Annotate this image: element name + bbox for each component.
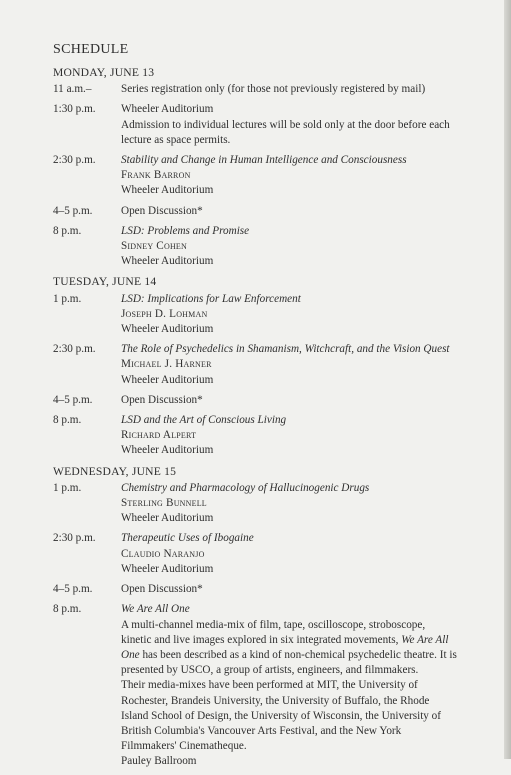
lecture-title: Therapeutic Uses of Ibogaine bbox=[121, 532, 254, 545]
speaker-name: Frank Barron bbox=[121, 169, 191, 182]
schedule-entry bbox=[53, 224, 458, 270]
day-heading: WEDNESDAY, JUNE 15 bbox=[53, 464, 177, 478]
description-text: has been described as a kind of non-chemical psychedelic theatre. It is presented by USCO, a group of artists, engineers, and filmmakers. bbox=[121, 648, 457, 677]
schedule-entry bbox=[53, 342, 458, 388]
schedule-entry bbox=[53, 204, 458, 219]
schedule-entry bbox=[53, 602, 458, 769]
entry-details bbox=[121, 481, 458, 527]
entry-details bbox=[121, 413, 458, 459]
entry-details bbox=[121, 292, 458, 338]
entry-time: 4–5 p.m. bbox=[53, 583, 93, 596]
entry-location: Wheeler Auditorium bbox=[121, 255, 214, 268]
entry-time: 4–5 p.m. bbox=[53, 393, 93, 406]
entry-time: 2:30 p.m. bbox=[53, 532, 96, 545]
schedule-entry bbox=[53, 531, 458, 577]
entry-time: 1:30 p.m. bbox=[53, 103, 96, 116]
day-heading: MONDAY, JUNE 13 bbox=[53, 66, 155, 79]
entry-location: Wheeler Auditorium bbox=[121, 184, 214, 197]
page-title: SCHEDULE bbox=[53, 42, 129, 57]
description-italic-title: We Are All One bbox=[121, 633, 449, 661]
lecture-title: We Are All One bbox=[121, 603, 190, 616]
entry-text: Open Discussion* bbox=[121, 583, 203, 596]
entry-details bbox=[121, 153, 458, 199]
schedule-entry bbox=[53, 582, 458, 597]
event-description-more: Their media-mixes have been performed at MIT, the University of Rochester, Brandeis University, the University of Buffalo, the Rhode Island School of Design, the University of Wisconsin, the University of British Columbia's Vancouver Arts Festival, and the New York Filmmakers' Cinematheque. bbox=[121, 679, 442, 753]
speaker-name: Richard Alpert bbox=[121, 429, 197, 442]
entry-text: Series registration only (for those not previously registered by mail) bbox=[121, 83, 426, 96]
schedule-entry bbox=[53, 413, 458, 459]
speaker-name: Sidney Cohen bbox=[121, 240, 187, 253]
entry-details bbox=[121, 102, 458, 148]
schedule-entry bbox=[53, 481, 458, 527]
entry-time: 2:30 p.m. bbox=[53, 343, 96, 356]
entry-location: Wheeler Auditorium bbox=[121, 562, 214, 575]
entry-time: 8 p.m. bbox=[53, 224, 82, 237]
entry-time: 4–5 p.m. bbox=[53, 204, 93, 217]
lecture-title: The Role of Psychedelics in Shamanism, Witchcraft, and the Vision Quest bbox=[121, 343, 450, 356]
lecture-title: LSD and the Art of Conscious Living bbox=[121, 414, 287, 427]
entry-text: Open Discussion* bbox=[121, 393, 203, 406]
entry-details bbox=[121, 82, 458, 97]
entry-note: Admission to individual lectures will be sold only at the door before each lecture as space permits. bbox=[121, 118, 450, 146]
entry-time: 11 a.m.– bbox=[53, 83, 92, 96]
speaker-name: Michael J. Harner bbox=[121, 358, 212, 371]
schedule-entry bbox=[53, 102, 458, 148]
event-description bbox=[121, 618, 458, 679]
schedule-entry bbox=[53, 153, 458, 199]
entry-details bbox=[121, 531, 458, 577]
lecture-title: LSD: Problems and Promise bbox=[121, 224, 250, 237]
lecture-title: Stability and Change in Human Intelligence and Consciousness bbox=[121, 154, 407, 167]
entry-details bbox=[121, 224, 458, 270]
day-heading: TUESDAY, JUNE 14 bbox=[53, 275, 157, 289]
speaker-name: Sterling Bunnell bbox=[121, 497, 207, 510]
schedule-document bbox=[53, 42, 458, 775]
entry-details bbox=[121, 582, 458, 597]
schedule-entry bbox=[53, 292, 458, 338]
lecture-title: Chemistry and Pharmacology of Hallucinogenic Drugs bbox=[121, 481, 370, 494]
entry-details bbox=[121, 393, 458, 408]
entry-location: Wheeler Auditorium bbox=[121, 323, 214, 336]
entry-time: 1 p.m. bbox=[53, 481, 82, 494]
entry-location: Wheeler Auditorium bbox=[121, 373, 214, 386]
speaker-name: Joseph D. Lohman bbox=[121, 307, 208, 320]
entry-time: 8 p.m. bbox=[53, 603, 82, 616]
entry-text: Open Discussion* bbox=[121, 204, 203, 217]
lecture-title: LSD: Implications for Law Enforcement bbox=[121, 292, 301, 305]
entry-time: 2:30 p.m. bbox=[53, 154, 96, 167]
entry-location: Wheeler Auditorium bbox=[121, 103, 214, 116]
speaker-name: Claudio Naranjo bbox=[121, 547, 205, 560]
entry-location: Wheeler Auditorium bbox=[121, 512, 214, 525]
entry-time: 1 p.m. bbox=[53, 292, 82, 305]
page-edge bbox=[504, 0, 511, 759]
entry-time: 8 p.m. bbox=[53, 414, 82, 427]
entry-location: Pauley Ballroom bbox=[121, 755, 197, 768]
entry-location: Wheeler Auditorium bbox=[121, 444, 214, 457]
entry-details bbox=[121, 342, 458, 388]
entry-details bbox=[121, 602, 458, 769]
schedule-entry bbox=[53, 393, 458, 408]
schedule-entry bbox=[53, 82, 458, 97]
entry-details bbox=[121, 204, 458, 219]
description-text: A multi-channel media-mix of film, tape, oscilloscope, stroboscope, kinetic and live images explored in six integrated movements, bbox=[121, 618, 426, 646]
